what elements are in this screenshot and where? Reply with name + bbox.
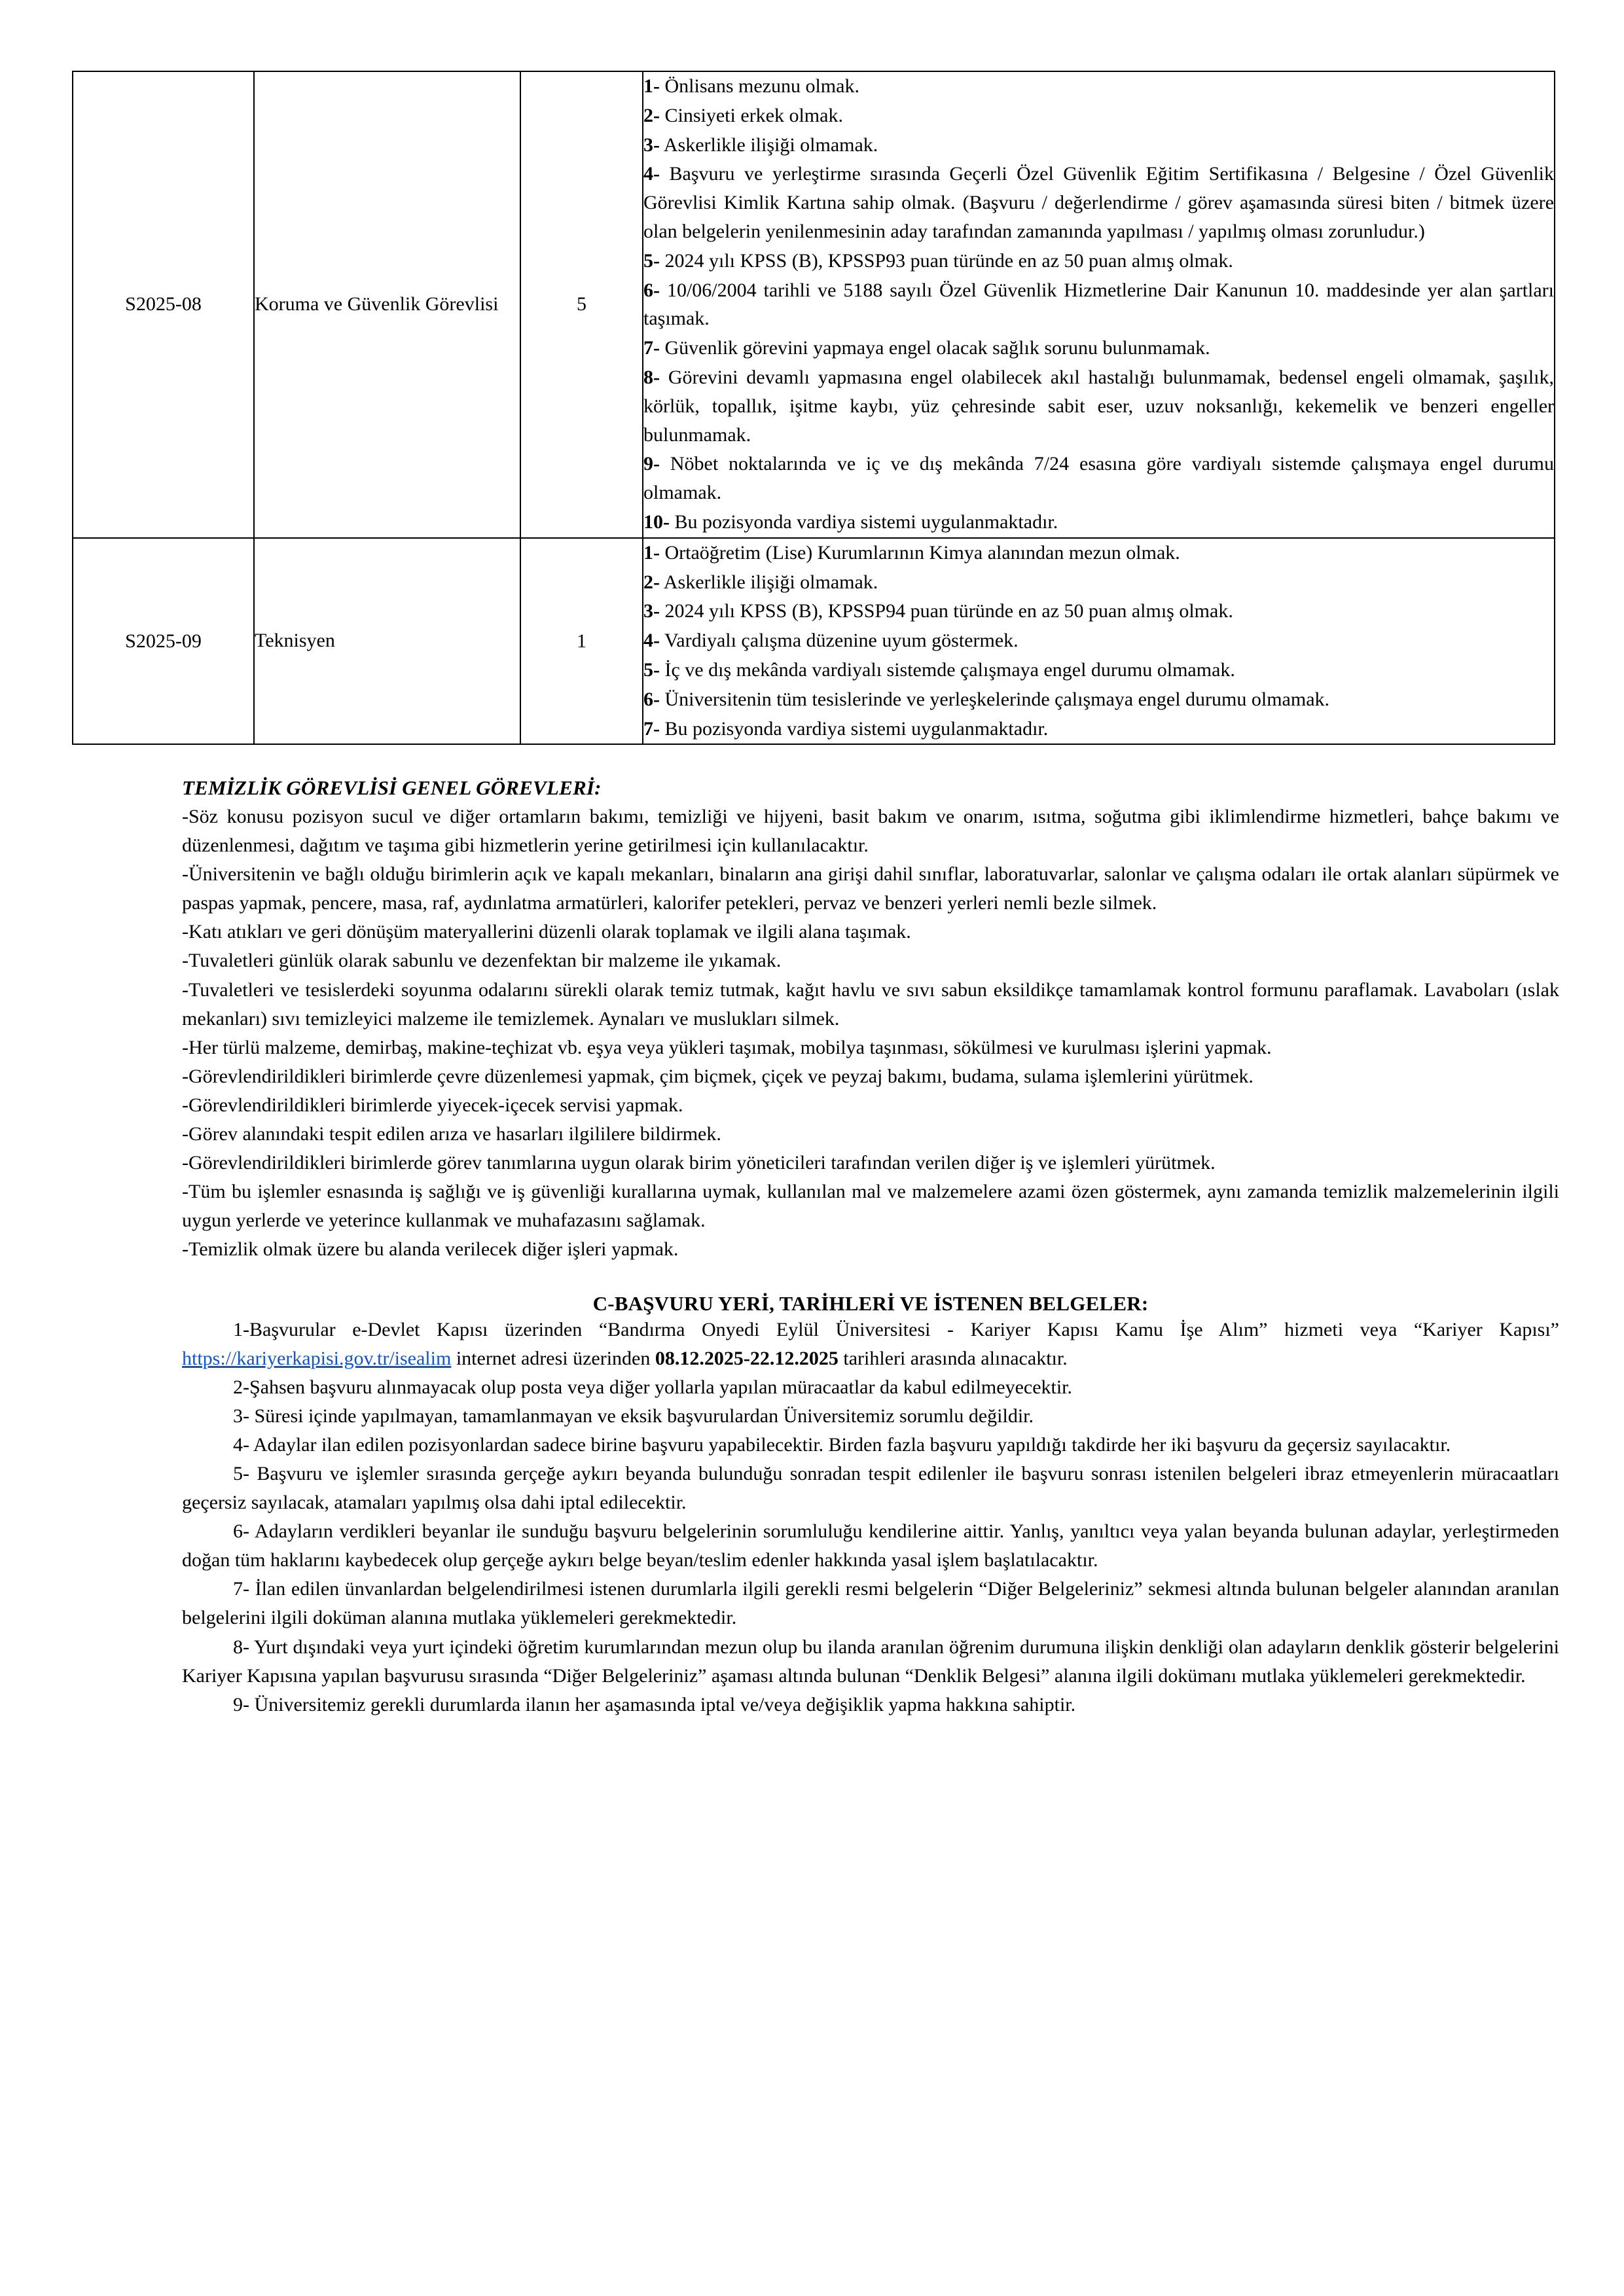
requirement-number: 4-: [643, 630, 660, 652]
requirement-text: Askerlikle ilişiği olmamak.: [663, 134, 878, 156]
position-count-cell: 1: [520, 538, 643, 745]
cleaning-duty-item: -Söz konusu pozisyon sucul ve diğer ortamların bakımı, temizliği ve hijyeni, basit bakım ve onarım, ısıtma, soğutma gibi iklimlendirme hizmetleri, bahçe bakımı ve düzenlenmesi, dağıtım ve taşıma gibi hizmetlerin yerine getirilmesi için kullanılacaktır.: [182, 806, 1559, 857]
application-items-list: [182, 1373, 1559, 1719]
requirement-item: [643, 656, 1554, 685]
application-item-1-after-link: internet adresi üzerinden: [451, 1347, 655, 1369]
requirement-text: 10/06/2004 tarihli ve 5188 sayılı Özel Güvenlik Hizmetlerine Dair Kanunun 10. maddesinde yer alan şartları taşımak.: [643, 279, 1555, 330]
requirement-item: [643, 160, 1554, 245]
requirement-number: 6-: [643, 688, 660, 710]
requirement-text: Cinsiyeti erkek olmak.: [664, 104, 843, 126]
table-row: [73, 538, 1555, 745]
position-title-cell: [254, 71, 520, 538]
position-title-text: Teknisyen: [255, 630, 335, 652]
cleaning-duty-item: -Üniversitenin ve bağlı olduğu birimlerin açık ve kapalı mekanları, binaların ana girişi dahil sınıflar, laboratuvarlar, salonlar ve çalışma odaları ile ortak alanları süpürmek ve paspas yapmak, pencere, masa, raf, aydınlatma armatürleri, kalorifer petekleri, pervaz ve benzeri yerleri nemli bezle silmek.: [182, 863, 1559, 914]
requirement-text: Nöbet noktalarında ve iç ve dış mekânda 7/24 esasına göre vardiyalı sistemde çalışmaya engel durumu olmamak.: [643, 453, 1554, 504]
requirement-number: 1-: [643, 75, 660, 97]
requirement-text: Güvenlik görevini yapmaya engel olacak sağlık sorunu bulunmamak.: [664, 337, 1210, 359]
cleaning-duty-item: -Görev alanındaki tespit edilen arıza ve hasarları ilgililere bildirmek.: [182, 1123, 721, 1145]
cleaning-duties-list: [182, 802, 1559, 1265]
requirement-number: 4-: [643, 163, 660, 185]
requirement-text: 2024 yılı KPSS (B), KPSSP93 puan türünde en az 50 puan almış olmak.: [664, 249, 1233, 272]
requirement-item: [643, 131, 1554, 160]
requirement-item: [643, 450, 1554, 507]
requirement-list: [643, 539, 1554, 744]
requirement-item: [643, 715, 1554, 744]
requirement-item: [643, 363, 1554, 449]
requirement-number: 2-: [643, 571, 660, 593]
application-item: 3- Süresi içinde yapılmayan, tamamlanmayan ve eksik başvurulardan Üniversitemiz sorumlu değildir.: [233, 1405, 1034, 1427]
application-item: 4- Adaylar ilan edilen pozisyonlardan sadece birine başvuru yapabilecektir. Birden fazla başvuru yapıldığı takdirde her iki başvuru da geçersiz sayılacaktır.: [233, 1433, 1451, 1456]
application-item: 8- Yurt dışındaki veya yurt içindeki öğretim kurumlarından mezun olup bu ilanda aranılan öğrenim durumuna ilişkin denkliği olan adayların denklik gösterir belgelerini Kariyer Kapısına yapılan başvurusu sırasında “Diğer Belgeleriniz” aşaması altında bulunan “Denklik Belgesi” alanına ilgili dokümanı mutlaka yüklemeleri gerekmektedir.: [182, 1636, 1559, 1687]
cleaning-duties-heading: TEMİZLİK GÖREVLİSİ GENEL GÖREVLERİ:: [182, 776, 602, 799]
requirement-item: [643, 568, 1554, 597]
requirement-text: 2024 yılı KPSS (B), KPSSP94 puan türünde en az 50 puan almış olmak.: [664, 600, 1233, 622]
cleaning-duty-item: -Görevlendirildikleri birimlerde görev tanımlarına uygun olarak birim yöneticileri tarafından verilen diğer iş ve işlemleri yürütmek.: [182, 1152, 1216, 1174]
position-count-cell: 5: [520, 71, 643, 538]
requirement-item: [643, 247, 1554, 276]
position-requirements-cell: [643, 71, 1555, 538]
cleaning-duty-item: -Görevlendirildikleri birimlerde çevre düzenlemesi yapmak, çim biçmek, çiçek ve peyzaj bakımı, budama, sulama işlemlerini yürütmek.: [182, 1065, 1254, 1087]
requirement-item: [643, 276, 1554, 334]
requirement-text: Vardiyalı çalışma düzenine uyum göstermek.: [664, 630, 1019, 652]
requirement-number: 8-: [643, 366, 660, 388]
cleaning-duty-item: -Tuvaletleri ve tesislerdeki soyunma odalarını sürekli olarak temiz tutmak, kağıt havlu ve sıvı sabun eksildikçe tamamlamak kontrol formunu paraflamak. Lavaboları (ıslak mekanları) sıvı temizleyici malzeme ile temizlemek. Aynaları ve muslukları silmek.: [182, 978, 1559, 1030]
application-item: 9- Üniversitemiz gerekli durumlarda ilanın her aşamasında iptal ve/veya değişiklik yapma hakkına sahiptir.: [233, 1693, 1076, 1715]
cleaning-duty-item: -Katı atıkları ve geri dönüşüm materyallerini düzenli olarak toplamak ve ilgili alana taşımak.: [182, 921, 911, 943]
requirement-number: 1-: [643, 541, 660, 564]
requirement-number: 7-: [643, 717, 660, 740]
requirement-number: 3-: [643, 600, 660, 622]
application-item-1-before-link: 1-Başvurular e-Devlet Kapısı üzerinden “Bandırma Onyedi Eylül Üniversitesi - Kariyer Kapısı Kamu İşe Alım” hizmeti veya “Kariyer Kapısı”: [233, 1318, 1559, 1340]
requirement-text: Üniversitenin tüm tesislerinde ve yerleşkelerinde çalışmaya engel durumu olmamak.: [664, 688, 1330, 710]
requirement-number: 5-: [643, 249, 660, 272]
application-section-heading: C-BAŞVURU YERİ, TARİHLERİ VE İSTENEN BELGELER:: [592, 1291, 1149, 1315]
requirement-text: Görevini devamlı yapmasına engel olabilecek akıl hastalığı bulunmamak, bedensel engeli olmamak, şaşılık, körlük, topallık, işitme kaybı, yüz çehresinde sabit eser, uzuv noksanlığı, kekemelik ve benzeri engeller bulunmamak.: [643, 366, 1554, 446]
requirement-item: [643, 685, 1554, 714]
position-code-cell: S2025-09: [73, 538, 254, 745]
positions-table-wrapper: [72, 71, 1555, 745]
document-body: [182, 776, 1559, 1719]
requirement-text: Askerlikle ilişiği olmamak.: [663, 571, 878, 593]
cleaning-duty-item: -Tüm bu işlemler esnasında iş sağlığı ve iş güvenliği kurallarına uymak, kullanılan mal ve malzemelere azami özen göstermek, aynı zamanda temizlik malzemelerinin ilgili uygun yerlerde ve yeterince kullanmak ve muhafazasını sağlamak.: [182, 1181, 1559, 1232]
application-item: 7- İlan edilen ünvanlardan belgelendirilmesi istenen durumlarla ilgili gerekli resmi belgelerin “Diğer Belgeleriniz” sekmesi altında bulunan belgeler alanından aranılan belgelerini ilgili doküman alanına mutlaka yüklemeleri gerekmektedir.: [182, 1578, 1559, 1629]
requirement-text: Ortaöğretim (Lise) Kurumlarının Kimya alanından mezun olmak.: [664, 541, 1180, 564]
position-title-cell: [254, 538, 520, 745]
application-item-1: [182, 1316, 1559, 1373]
requirement-item: [643, 508, 1554, 537]
application-item: 5- Başvuru ve işlemler sırasında gerçeğe aykırı beyanda bulunduğu sonradan tespit edilenler ile başvuru sonrası istenilen belgeleri ibraz etmeyenlerin müracaatları geçersiz sayılacak, atamaları yapılmış olsa dahi iptal edilecektir.: [182, 1462, 1559, 1514]
requirement-number: 10-: [643, 511, 670, 533]
requirement-list: [643, 72, 1554, 537]
requirement-text: Bu pozisyonda vardiya sistemi uygulanmaktadır.: [674, 511, 1058, 533]
application-item-1-tail: tarihleri arasında alınacaktır.: [838, 1347, 1068, 1369]
requirement-number: 9-: [643, 453, 660, 475]
requirement-item: [643, 626, 1554, 655]
requirement-number: 6-: [643, 279, 660, 301]
cleaning-duty-item: -Görevlendirildikleri birimlerde yiyecek-içecek servisi yapmak.: [182, 1094, 683, 1116]
requirement-item: [643, 334, 1554, 363]
requirement-text: Bu pozisyonda vardiya sistemi uygulanmaktadır.: [664, 717, 1049, 740]
cleaning-duty-item: -Her türlü malzeme, demirbaş, makine-teçhizat vb. eşya veya yükleri taşımak, mobilya taşınması, sökülmesi ve kurulması işlerini yapmak.: [182, 1036, 1272, 1058]
position-title-text: Koruma ve Güvenlik Görevlisi: [255, 293, 499, 315]
position-requirements-cell: [643, 538, 1555, 745]
requirement-text: Başvuru ve yerleştirme sırasında Geçerli Özel Güvenlik Eğitim Sertifikasına / Belgesine / Özel Güvenlik Görevlisi Kimlik Kartına sahip olmak. (Başvuru / değerlendirme / görev aşamasında süresi biten / bitmek üzere olan belgelerin yenilenmesinin aday tarafından zamanında yapılması / yapılmış olması zorunludur.): [643, 163, 1555, 242]
requirement-text: İç ve dış mekânda vardiyalı sistemde çalışmaya engel durumu olmamak.: [664, 658, 1235, 681]
requirement-item: [643, 72, 1554, 101]
requirement-item: [643, 101, 1554, 130]
positions-table: [72, 71, 1555, 745]
requirement-number: 5-: [643, 658, 660, 681]
requirement-item: [643, 597, 1554, 626]
kariyer-kapisi-link[interactable]: https://kariyerkapisi.gov.tr/isealim: [182, 1347, 452, 1369]
requirement-number: 7-: [643, 337, 660, 359]
requirement-number: 3-: [643, 134, 660, 156]
application-dates: 08.12.2025-22.12.2025: [655, 1347, 839, 1369]
position-code-cell: S2025-08: [73, 71, 254, 538]
application-item: 2-Şahsen başvuru alınmayacak olup posta veya diğer yollarla yapılan müracaatlar da kabul edilmeyecektir.: [233, 1376, 1073, 1398]
cleaning-duty-item: -Temizlik olmak üzere bu alanda verilecek diğer işleri yapmak.: [182, 1238, 679, 1261]
section-spacer: [182, 1265, 1559, 1292]
application-item: 6- Adayların verdikleri beyanlar ile sunduğu başvuru belgelerinin sorumluluğu kendilerine aittir. Yanlış, yanıltıcı veya yalan beyanda bulunan adaylar, yerleştirmeden doğan tüm haklarını kaybedecek olup gerçeğe aykırı belge beyan/teslim edenler hakkında yasal işlem başlatılacaktır.: [182, 1520, 1559, 1571]
requirement-item: [643, 539, 1554, 567]
cleaning-duty-item: -Tuvaletleri günlük olarak sabunlu ve dezenfektan bir malzeme ile yıkamak.: [182, 950, 782, 972]
requirement-number: 2-: [643, 104, 660, 126]
requirement-text: Önlisans mezunu olmak.: [664, 75, 859, 97]
table-row: [73, 71, 1555, 538]
